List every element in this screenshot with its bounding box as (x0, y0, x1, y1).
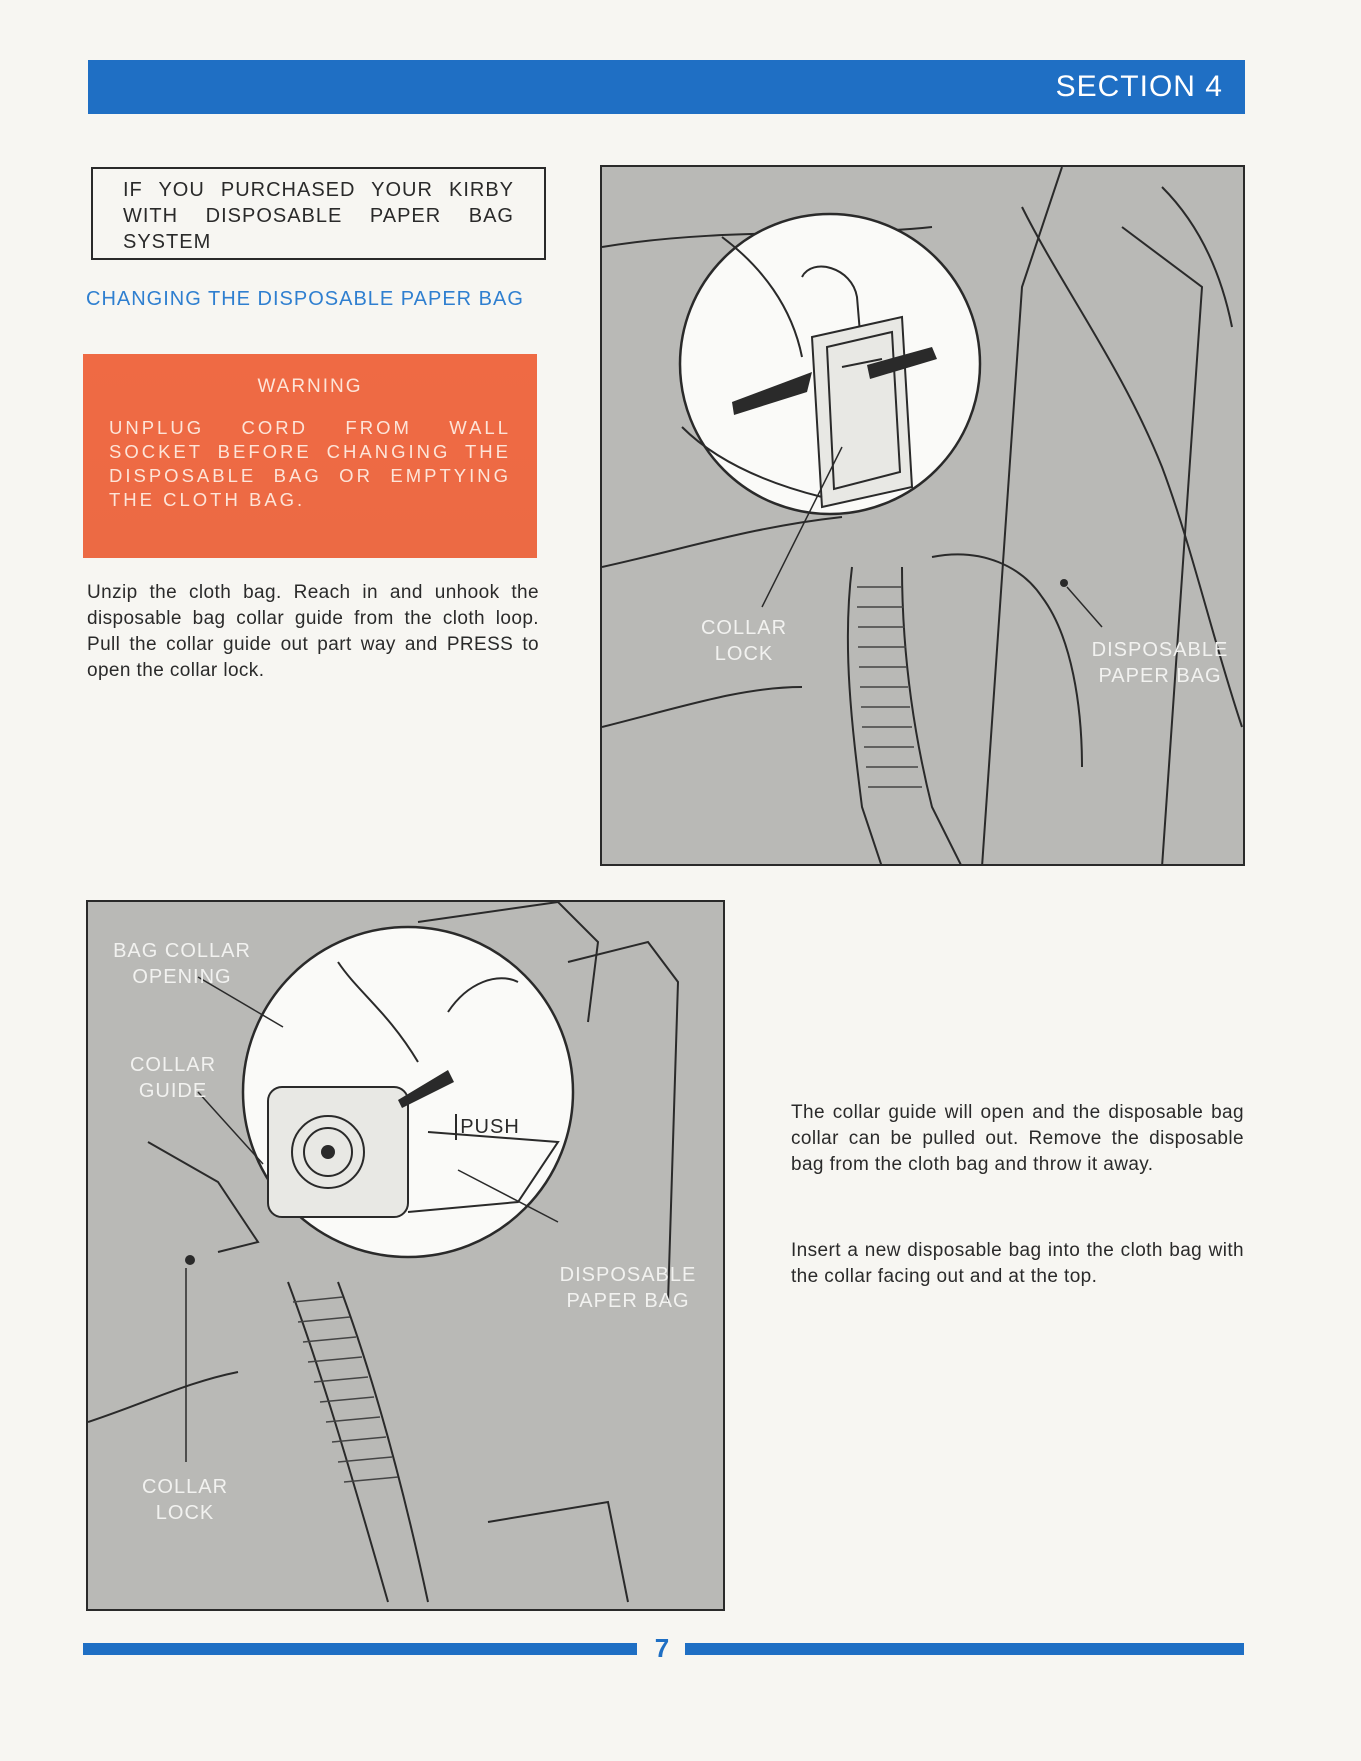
figure-bag-collar-illustration (86, 900, 725, 1611)
label-push: PUSH (455, 1114, 523, 1140)
purchase-notice-box (91, 167, 546, 260)
purchase-notice-text: IF YOU PURCHASED YOUR KIRBY WITH DISPOSABLE PAPER BAG SYSTEM (123, 179, 514, 253)
warning-title: WARNING (257, 376, 363, 397)
warning-box (83, 354, 537, 558)
warning-body: UNPLUG CORD FROM WALL SOCKET BEFORE CHANGING THE DISPOSABLE BAG OR EMPTYING THE CLOTH BAG. (109, 417, 511, 510)
page-number: 7 (654, 1633, 670, 1663)
instruction-paragraph-1: Unzip the cloth bag. Reach in and unhook the disposable bag collar guide from the cloth loop. Pull the collar guide out part way and PRESS to open the collar lock. (87, 582, 539, 681)
label-collar-lock: COLLAR LOCK (141, 1476, 229, 1524)
footer-rule-left (83, 1643, 637, 1655)
section-heading: CHANGING THE DISPOSABLE PAPER BAG (86, 288, 524, 310)
instruction-paragraph-2: The collar guide will open and the disposable bag collar can be pulled out. Remove the disposable bag from the cloth bag and throw it away. (791, 1102, 1244, 1175)
section-header-bar (88, 60, 1245, 114)
section-label: SECTION 4 (1055, 70, 1223, 103)
instruction-paragraph-3: Insert a new disposable bag into the cloth bag with the collar facing out and at the top. (791, 1240, 1244, 1287)
figure-collar-lock-illustration (600, 165, 1245, 866)
footer-rule-right (685, 1643, 1244, 1655)
label-collar-guide: COLLAR GUIDE (129, 1054, 217, 1102)
label-disposable-paper-bag: DISPOSABLE PAPER BAG (559, 1264, 697, 1312)
label-collar-lock: COLLAR LOCK (700, 617, 788, 665)
label-disposable-paper-bag: DISPOSABLE PAPER BAG (1091, 639, 1229, 687)
label-bag-collar-opening: BAG COLLAR OPENING (113, 940, 251, 988)
collar-lock-drawing (602, 167, 1245, 866)
